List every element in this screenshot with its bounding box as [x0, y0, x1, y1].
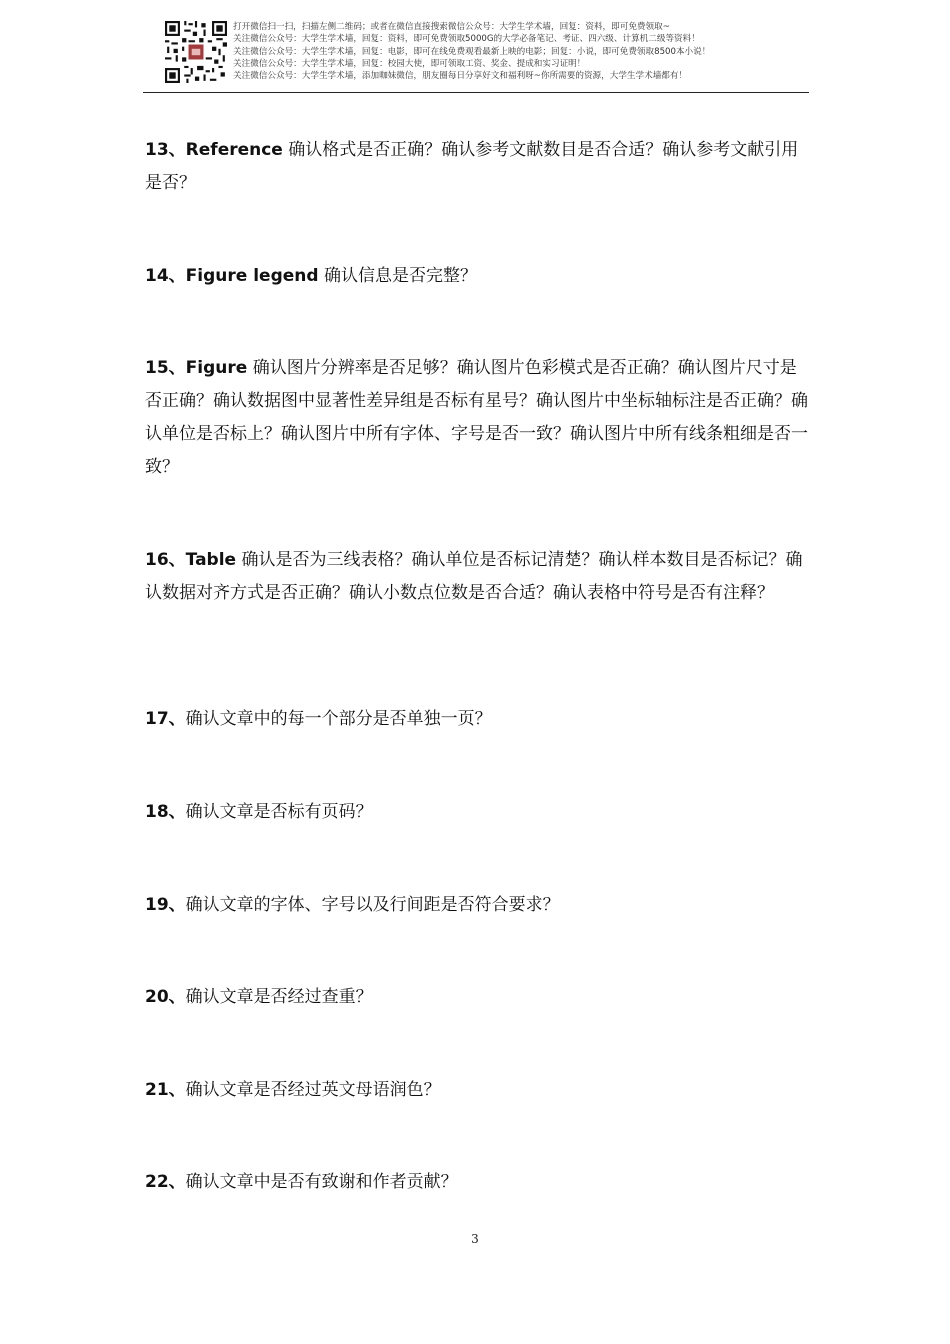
checklist-item-17: 17、确认文章中的每一个部分是否单独一页？ [145, 709, 492, 729]
checklist-item-16: 16、Table 确认是否为三线表格？确认单位是否标记清楚？确认样本数目是否标记？确认数据对齐方式是否正确？确认小数点位数是否合适？确认表格中符号是否有注释？ [145, 550, 803, 603]
checklist-item-20: 20、确认文章是否经过查重？ [145, 987, 373, 1007]
qr-code-icon [165, 21, 227, 83]
checklist-item-13: 13、Reference 确认格式是否正确？确认参考文献数目是否合适？确认参考文献引用是否？ [145, 140, 799, 193]
checklist-item-18: 18、确认文章是否标有页码？ [145, 802, 373, 822]
checklist-item-19: 19、确认文章的字体、字号以及行间距是否符合要求？ [145, 895, 560, 915]
checklist-item-14: 14、Figure legend 确认信息是否完整？ [145, 266, 477, 286]
header-line: 关注微信公众号：大学生学术墙，添加咖妹微信，朋友圈每日分享好文和福利呀~你所需要的资源，大学生学术墙都有！ [233, 71, 688, 82]
header-line: 关注微信公众号：大学生学术墙，回复：资料，即可免费领取5000G的大学必备笔记、考证、四六级、计算机二级等资料！ [233, 34, 700, 45]
page-header [143, 18, 809, 93]
header-line: 打开微信扫一扫，扫描左侧二维码；或者在微信直接搜索微信公众号：大学生学术墙，回复：资料，即可免费领取~ [233, 22, 670, 32]
checklist-item-21: 21、确认文章是否经过英文母语润色？ [145, 1080, 441, 1100]
header-line: 关注微信公众号：大学生学术墙，回复：电影，即可在线免费观看最新上映的电影；回复：小说，即可免费领取8500本小说！ [233, 46, 711, 57]
header-promo-text [233, 21, 803, 82]
header-line: 关注微信公众号：大学生学术墙，回复：校园大使，即可领取工资、奖金、提成和实习证明！ [233, 58, 586, 69]
page-number: 3 [471, 1232, 479, 1246]
checklist-item-22: 22、确认文章中是否有致谢和作者贡献？ [145, 1172, 458, 1192]
checklist-item-15: 15、Figure 确认图片分辨率是否足够？确认图片色彩模式是否正确？确认图片尺寸是否正确？确认数据图中显著性差异组是否标有星号？确认图片中坐标轴标注是否正确？确认单位是否标上？确认图片中所有字体、字号是否一致？确认图片中所有线条粗细是否一致？ [145, 358, 808, 477]
